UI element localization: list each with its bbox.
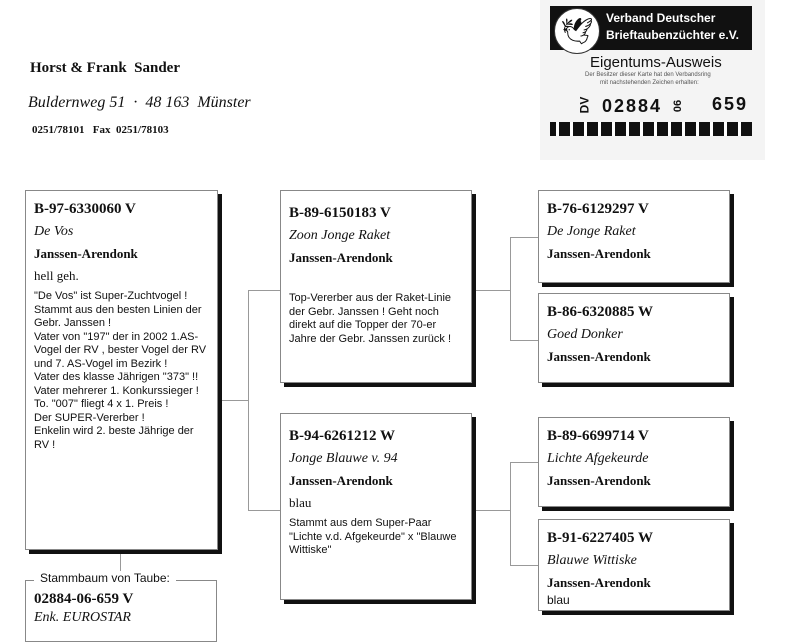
breed: Janssen-Arendonk: [289, 250, 393, 265]
card-title: Eigentums-Ausweis: [590, 54, 722, 71]
pigeon-name: Zoon Jonge Raket: [289, 228, 391, 243]
owner-name: Horst & Frank Sander: [30, 60, 180, 76]
pedigree-legend: Stammbaum von Taube:: [34, 571, 176, 585]
pedigree-subject: [25, 571, 217, 642]
pigeon-name: Blauwe Wittiske: [547, 553, 637, 568]
granddam-card: [280, 413, 472, 600]
breed: Janssen-Arendonk: [547, 473, 651, 488]
card-subtitle: Der Besitzer dieser Karte hat den Verbandsring: [585, 72, 711, 78]
card-pattern-band: [550, 122, 752, 136]
ancestor-card: [538, 417, 730, 507]
pigeon-name: De Vos: [34, 224, 74, 239]
ring-number: B-91-6227405 W: [547, 530, 653, 546]
sire-card: [25, 190, 218, 550]
ownership-card: [540, 0, 765, 160]
owner-phone: 0251/78101 Fax 0251/78103: [32, 124, 169, 136]
ring-number: B-94-6261212 W: [289, 428, 395, 444]
description: Top-Vererber aus der Raket-Linie der Gebr. Janssen ! Geht noch direkt auf die Topper der 70-er Jahre der Gebr. Janssen zurück !: [289, 292, 452, 345]
ring-number: 02884-06-659 V: [34, 591, 134, 607]
ring-number: B-89-6699714 V: [547, 428, 649, 444]
description: "De Vos" ist Super-Zuchtvogel ! Stammt aus den besten Linien der Gebr. Janssen ! Vater von "197" der in 2002 1.AS-Vogel der RV , bester Vogel der RV und 7. AS-Vogel im Bezirk ! Vater des klasse Jährigen "373" !! Vater mehrerer 1. Konkurssieger ! To. "007" fliegt 4 x 1. Preis ! Der SUPER-Vererber ! Enkelin wird 2. beste Jährige der RV !: [34, 290, 207, 451]
ancestor-card: [538, 519, 730, 611]
color: hell geh.: [34, 268, 79, 283]
pigeon-name: Jonge Blauwe v. 94: [289, 451, 398, 466]
owner-address: Buldernweg 51 · 48 163 Münster: [28, 94, 251, 111]
ancestor-card: [538, 293, 730, 383]
pigeon-name: Goed Donker: [547, 327, 623, 342]
breed: Janssen-Arendonk: [289, 473, 393, 488]
card-org-2: Brieftaubenzüchter e.V.: [606, 28, 739, 42]
card-org: Verband Deutscher: [606, 11, 716, 25]
card-subtitle-2: mit nachstehenden Zeichen erhalten:: [600, 80, 699, 86]
breed: Janssen-Arendonk: [34, 246, 138, 261]
color: blau: [289, 495, 312, 510]
pigeon-name: De Jonge Raket: [547, 224, 636, 239]
grandsire-card: [280, 190, 472, 383]
ring-number: B-76-6129297 V: [547, 201, 649, 217]
ring-number: B-89-6150183 V: [289, 205, 391, 221]
ancestor-card: [538, 190, 730, 283]
pigeon-name: Lichte Afgekeurde: [547, 451, 649, 466]
pigeon-name: Enk. EUROSTAR: [34, 610, 131, 625]
card-prefix: DV: [577, 96, 592, 114]
card-year: 06: [672, 99, 685, 113]
description: Stammt aus dem Super-Paar "Lichte v.d. Afgekeurde" x "Blauwe Wittiske": [289, 517, 457, 556]
dove-logo-icon: 🕊: [554, 8, 600, 54]
ring-number: B-86-6320885 W: [547, 304, 653, 320]
color: blau: [547, 593, 570, 607]
breed: Janssen-Arendonk: [547, 575, 651, 590]
breed: Janssen-Arendonk: [547, 349, 651, 364]
ring-number: B-97-6330060 V: [34, 201, 136, 217]
breed: Janssen-Arendonk: [547, 246, 651, 261]
card-serial: 659: [712, 94, 749, 114]
card-number: 02884: [602, 96, 663, 116]
